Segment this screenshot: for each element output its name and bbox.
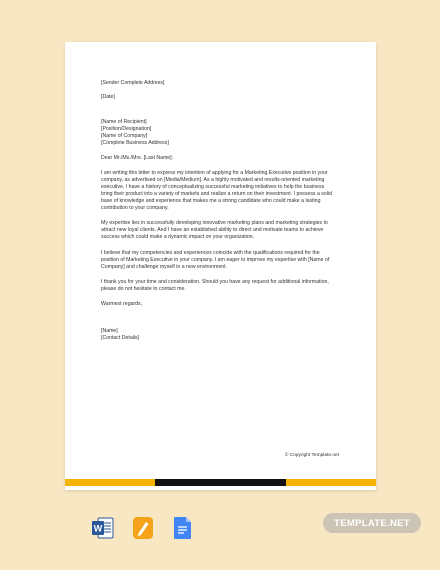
app-icons — [92, 516, 194, 540]
footer-bar — [65, 479, 376, 486]
footer-bar-yellow-right — [286, 479, 376, 486]
recipient-address: [Complete Business Address] — [101, 140, 169, 147]
sender-address: [Sender Complete Address] — [101, 80, 165, 86]
paragraph-2: My expertise lies in successfully developing innovative marketing plans and marketing strategies to attract new loyal clients. And I have an established ability to direct and motivate teams to achieve success which could make a dynamic impact on your organization. — [101, 220, 328, 241]
word-icon[interactable] — [92, 516, 114, 540]
letter-body — [101, 80, 337, 342]
footer-bar-black — [155, 479, 286, 486]
salutation: Dear Mr./Ms./Mrs. [Last Name]: — [101, 154, 174, 161]
recipient-name: [Name of Recipient] — [101, 119, 147, 126]
recipient-company: [Name of Company] — [101, 133, 148, 140]
template-net-brand[interactable]: TEMPLATE.NET — [323, 513, 421, 533]
paragraph-3: I believe that my competencies and experiences coincide with the qualifications required for the position of Marketing Executive in your company. I am eager to improve my expertise with [Name of Company] and challenge myself in a new environment. — [101, 249, 330, 270]
closing: Warmest regards, — [101, 300, 143, 307]
copyright-text: © Copyright Template.net — [284, 453, 339, 458]
letter-page — [65, 42, 376, 490]
paragraph-1: I am writing this letter to express my intention of applying for a Marketing Executive position in your company, as advertised on [Media/Medium]. As a highly motivated and results-oriented marketing executive, I have a history of conceptualizing successful marketing initiatives to help the business bring their product into a variety of markets and realize a return on their investment. I possess a solid base of knowledge and experience that makes me a strong candidate who could make a lasting contribution to your company. — [101, 169, 332, 212]
date-line: [Date] — [101, 94, 115, 101]
paragraph-4: I thank you for your time and consideration. Should you have any request for additional information, please do not hesitate to contact me. — [101, 278, 329, 292]
recipient-position: [Position/Designation] — [101, 126, 152, 133]
word-icon-letter: W — [93, 523, 103, 534]
signature-contact: [Contact Details] — [101, 335, 140, 342]
signature-name: [Name] — [101, 328, 118, 335]
footer-bar-yellow-left — [65, 479, 155, 486]
pages-icon[interactable] — [132, 516, 154, 540]
google-docs-icon[interactable] — [172, 516, 194, 540]
